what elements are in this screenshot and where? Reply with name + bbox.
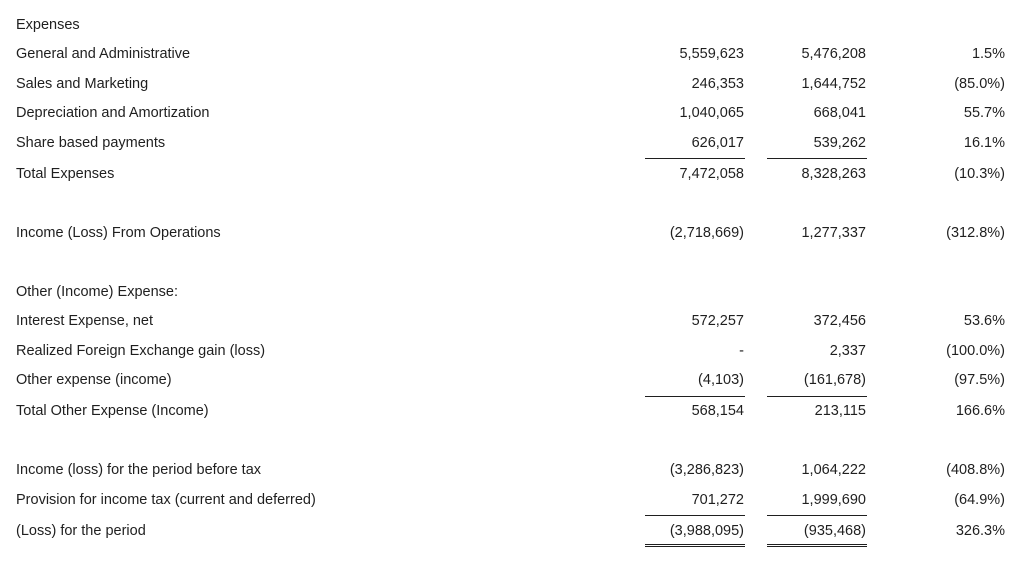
table-row <box>0 310 1024 332</box>
value-col-1: (3,988,095) <box>669 523 744 539</box>
subtotal-rule <box>767 396 867 397</box>
row-label: General and Administrative <box>16 46 191 62</box>
change-percent: (97.5%) <box>954 372 1005 388</box>
total-row <box>0 520 1024 542</box>
subtotal-rule <box>767 515 867 516</box>
row-label: Realized Foreign Exchange gain (loss) <box>16 343 266 359</box>
change-percent: 166.6% <box>955 403 1005 419</box>
value-col-2: 668,041 <box>813 105 866 121</box>
value-col-1: 568,154 <box>691 403 744 419</box>
subtotal-rule <box>645 158 745 159</box>
value-col-1: 5,559,623 <box>679 46 744 62</box>
table-row <box>0 222 1024 244</box>
change-percent: 326.3% <box>955 523 1005 539</box>
value-col-2: 1,644,752 <box>801 76 866 92</box>
row-label: Other expense (income) <box>16 372 172 388</box>
value-col-2: 1,999,690 <box>801 492 866 508</box>
subtotal-rule <box>645 515 745 516</box>
value-col-1: (3,286,823) <box>669 462 744 478</box>
value-col-2: (935,468) <box>803 523 866 539</box>
change-percent: (64.9%) <box>954 492 1005 508</box>
row-label: Income (loss) for the period before tax <box>16 462 262 478</box>
value-col-2: 1,064,222 <box>801 462 866 478</box>
row-label: Other (Income) Expense: <box>16 284 178 300</box>
row-label: Sales and Marketing <box>16 76 149 92</box>
section-header-other <box>0 281 1024 303</box>
change-percent: (100.0%) <box>946 343 1005 359</box>
value-col-1: 626,017 <box>691 135 744 151</box>
value-col-2: 1,277,337 <box>801 225 866 241</box>
table-row <box>0 489 1024 511</box>
double-underline <box>645 544 745 547</box>
value-col-1: (2,718,669) <box>669 225 744 241</box>
row-label: Income (Loss) From Operations <box>16 225 221 241</box>
value-col-2: 539,262 <box>813 135 866 151</box>
table-row <box>0 102 1024 124</box>
table-row <box>0 73 1024 95</box>
value-col-1: 701,272 <box>691 492 744 508</box>
value-col-1: 246,353 <box>691 76 744 92</box>
subtotal-rule <box>645 396 745 397</box>
change-percent: 53.6% <box>963 313 1005 329</box>
total-row <box>0 163 1024 185</box>
subtotal-rule <box>767 158 867 159</box>
value-col-2: (161,678) <box>803 372 866 388</box>
change-percent: 55.7% <box>963 105 1005 121</box>
change-percent: (408.8%) <box>946 462 1005 478</box>
row-label: (Loss) for the period <box>16 523 146 539</box>
double-underline <box>767 544 867 547</box>
change-percent: (85.0%) <box>954 76 1005 92</box>
change-percent: 16.1% <box>963 135 1005 151</box>
change-percent: (10.3%) <box>954 166 1005 182</box>
table-row <box>0 459 1024 481</box>
value-col-2: 213,115 <box>814 403 866 419</box>
row-label: Provision for income tax (current and deferred) <box>16 492 316 508</box>
value-col-2: 5,476,208 <box>801 46 866 62</box>
value-col-1: (4,103) <box>698 372 744 388</box>
row-label: Total Other Expense (Income) <box>16 403 209 419</box>
row-label: Expenses <box>16 17 80 33</box>
value-col-1: - <box>739 343 744 359</box>
row-label: Depreciation and Amortization <box>16 105 210 121</box>
value-col-2: 2,337 <box>829 343 866 359</box>
value-col-2: 372,456 <box>813 313 866 329</box>
row-label: Total Expenses <box>16 166 115 182</box>
row-label: Interest Expense, net <box>16 313 154 329</box>
section-header-expenses <box>0 14 1024 36</box>
value-col-1: 1,040,065 <box>679 105 744 121</box>
change-percent: 1.5% <box>971 46 1005 62</box>
table-row <box>0 340 1024 362</box>
change-percent: (312.8%) <box>946 225 1005 241</box>
row-label: Share based payments <box>16 135 166 151</box>
value-col-2: 8,328,263 <box>801 166 866 182</box>
value-col-1: 572,257 <box>691 313 744 329</box>
total-row <box>0 400 1024 422</box>
value-col-1: 7,472,058 <box>679 166 744 182</box>
table-row <box>0 132 1024 154</box>
table-row <box>0 43 1024 65</box>
table-row <box>0 369 1024 391</box>
